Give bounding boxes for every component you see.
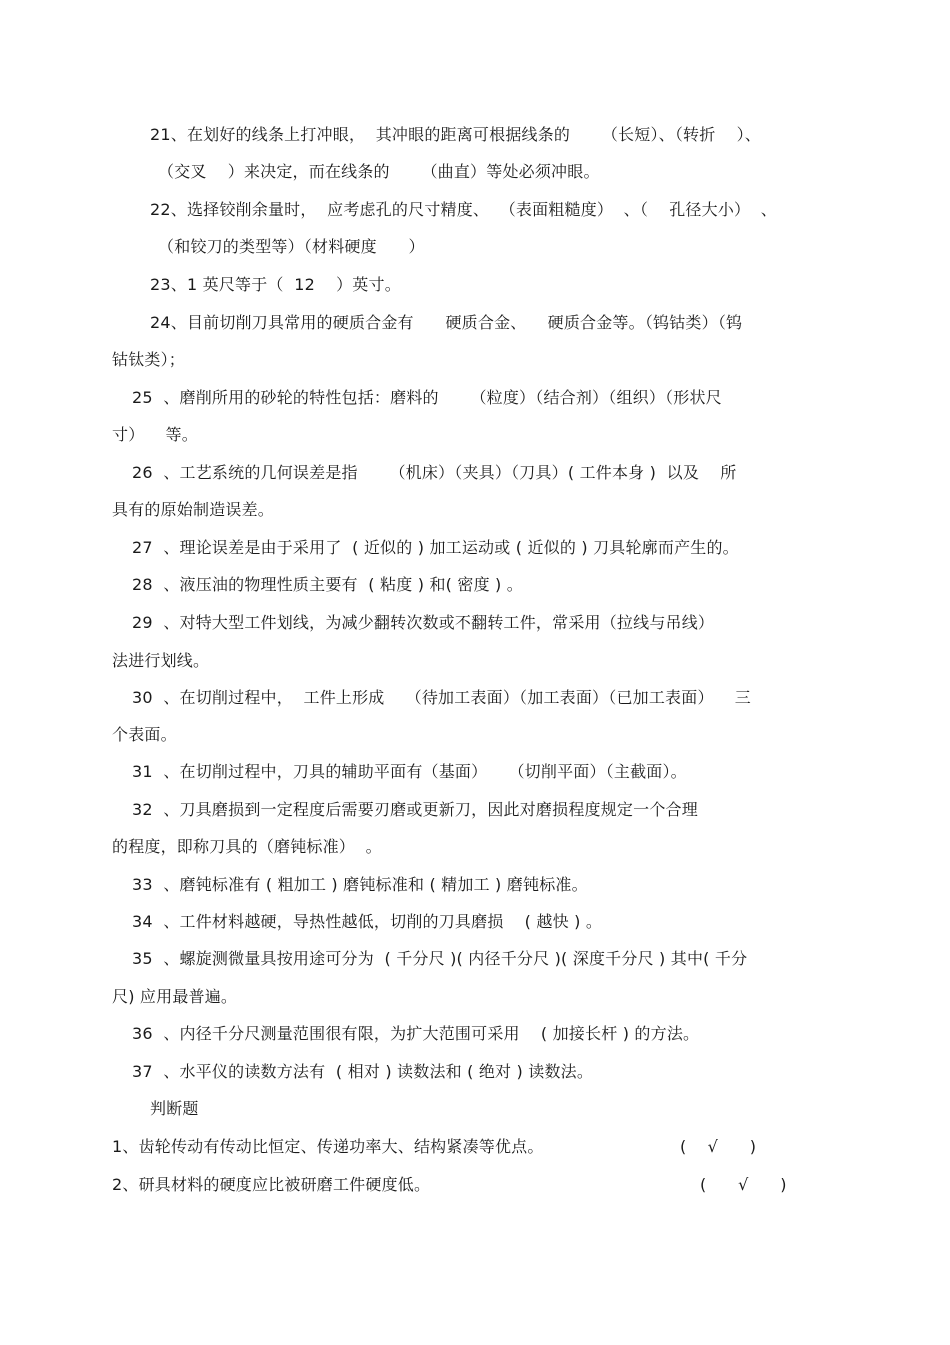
q26-line-1: 26 、工艺系统的几何误差是指 （机床）（夹具）（刀具）( 工件本身 ) 以及 所: [132, 463, 737, 482]
q24-line-2: 钴钛类）；: [112, 350, 186, 369]
q31-line-1: 31 、在切削过程中，刀具的辅助平面有（基面） （切削平面）（主截面）。: [132, 762, 687, 781]
q37-line-1: 37 、水平仪的读数方法有 ( 相对 ) 读数法和 ( 绝对 ) 读数法。: [132, 1062, 594, 1081]
q35-line-2: 尺) 应用最普遍。: [112, 987, 238, 1006]
q35-line-1: 35 、螺旋测微量具按用途可分为 ( 千分尺 )( 内径千分尺 )( 深度千分尺 ) 其中( 千分: [132, 949, 748, 968]
q26-line-2: 具有的原始制造误差。: [112, 500, 275, 519]
q32-line-1: 32 、刀具磨损到一定程度后需要刃磨或更新刀，因此对磨损程度规定一个合理: [132, 800, 698, 819]
section-heading-judgment: 判断题: [150, 1099, 199, 1118]
q29-line-2: 法进行划线。: [112, 651, 210, 670]
q28-line-1: 28 、液压油的物理性质主要有 ( 粘度 ) 和( 密度 ) 。: [132, 575, 523, 594]
q21-line-1: 21、在划好的线条上打冲眼， 其冲眼的距离可根据线条的 （长短）、（转折 ）、: [150, 125, 761, 144]
q27-line-1: 27 、理论误差是由于采用了 ( 近似的 ) 加工运动或 ( 近似的 ) 刀具轮廓而产生的。: [132, 538, 739, 557]
q33-line-1: 33 、磨钝标准有 ( 粗加工 ) 磨钝标准和 ( 精加工 ) 磨钝标准。: [132, 875, 588, 894]
judgment-item-2-answer: ( √ ): [700, 1175, 787, 1194]
q30-line-1: 30 、在切削过程中， 工件上形成 （待加工表面）（加工表面）（已加工表面） 三: [132, 688, 751, 707]
judgment-item-1-answer: ( √ ): [680, 1137, 757, 1156]
q25-line-1: 25 、磨削所用的砂轮的特性包括：磨料的 （粒度）（结合剂）（组织）（形状尺: [132, 388, 722, 407]
q29-line-1: 29 、对特大型工件划线，为减少翻转次数或不翻转工件，常采用（拉线与吊线）: [132, 613, 715, 632]
q23-line-1: 23、1 英尺等于（ 12 ）英寸。: [150, 275, 401, 294]
q30-line-2: 个表面。: [112, 725, 177, 744]
judgment-item-2-text: 2、研具材料的硬度应比被研磨工件硬度低。: [112, 1175, 431, 1194]
q22-line-2: （和铰刀的类型等）（材料硬度 ）: [158, 237, 425, 256]
q36-line-1: 36 、内径千分尺测量范围很有限，为扩大范围可采用 ( 加接长杆 ) 的方法。: [132, 1024, 700, 1043]
judgment-item-1-text: 1、齿轮传动有传动比恒定、传递功率大、结构紧凑等优点。: [112, 1137, 544, 1156]
q21-line-2: （交叉 ）来决定，而在线条的 （曲直）等处必须冲眼。: [158, 162, 600, 181]
q25-line-2: 寸） 等。: [112, 425, 198, 444]
q32-line-2: 的程度，即称刀具的（磨钝标准） 。: [112, 837, 382, 856]
q24-line-1: 24、目前切削刀具常用的硬质合金有 硬质合金、 硬质合金等。（钨钴类）（钨: [150, 313, 743, 332]
q22-line-1: 22、选择铰削余量时， 应考虑孔的尺寸精度、 （表面粗糙度） 、（ 孔径大小） 、: [150, 200, 777, 219]
q34-line-1: 34 、工件材料越硬，导热性越低，切削的刀具磨损 ( 越快 ) 。: [132, 912, 603, 931]
